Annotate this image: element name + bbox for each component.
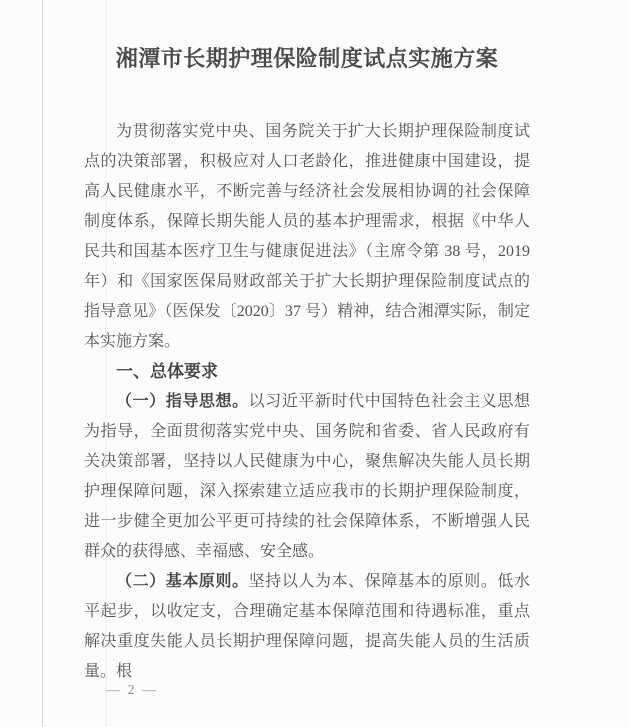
intro-paragraph: 为贯彻落实党中央、国务院关于扩大长期护理保险制度试点的决策部署，积极应对人口老龄化，推进健康中国建设，提高人民健康水平，不断完善与经济社会发展相协调的社会保障制度体系，保障长期失能人员的基本护理需求，根据《中华人民共和国基本医疗卫生与健康促进法》（主席令第 38 号，2019 年）和《国家医保局财政部关于扩大长期护理保险制度试点的指导意见》（医保发〔2020〕37 号）精神，结合湘潭实际，制定本实施方案。	[84, 123, 530, 350]
subsection-paragraph-basic-principles	[84, 567, 530, 687]
subsection-lead: （一）指导思想。	[116, 393, 249, 410]
document-content	[84, 0, 530, 687]
subsection-lead: （二）基本原则。	[116, 573, 249, 590]
page-number: — 2 —	[106, 683, 158, 698]
scan-edge-line	[42, 0, 43, 727]
subsection-body: 以习近平新时代中国特色社会主义思想为指导，全面贯彻落实党中央、国务院和省委、省人民政府有关决策部署，坚持以人民健康为中心，聚焦解决失能人员长期护理保障问题，深入探索建立适应我市的长期护理保险制度，进一步健全更加公平更可持续的社会保障体系，不断增强人民群众的获得感、幸福感、安全感。	[84, 393, 530, 560]
section-heading: 一、总体要求	[116, 362, 218, 381]
subsection-body: 坚持以人为本、保障基本的原则。低水平起步，以收定支，合理确定基本保障范围和待遇标准，重点解决重度失能人员长期护理保障问题，提高失能人员的生活质量。根	[84, 573, 530, 680]
subsection-paragraph-guiding-ideology	[84, 387, 530, 567]
page-title: 湘潭市长期护理保险制度试点实施方案	[115, 46, 499, 71]
